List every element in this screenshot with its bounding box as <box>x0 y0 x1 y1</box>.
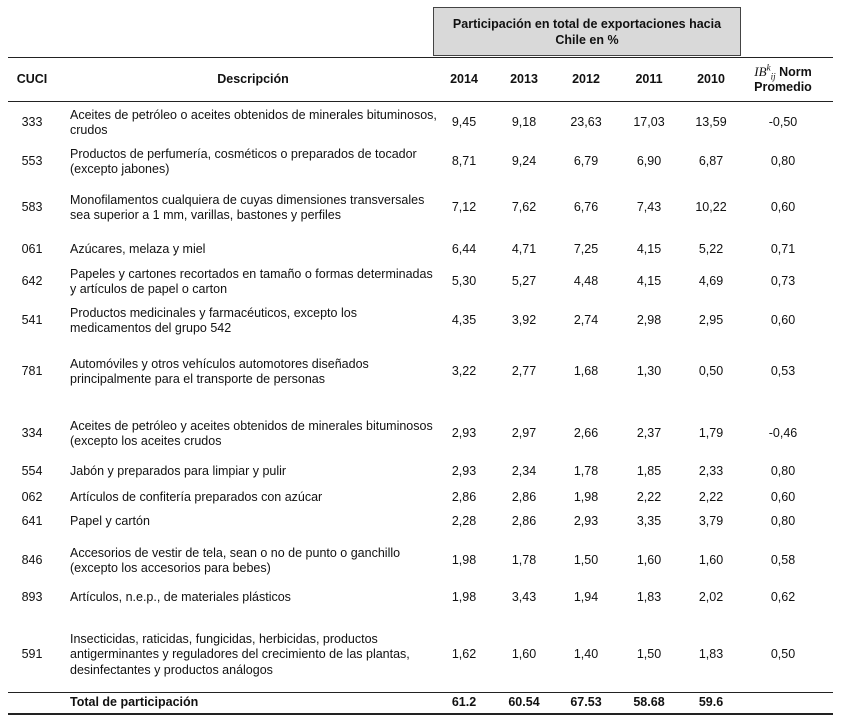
total-value-2013: 60.54 <box>508 695 540 710</box>
value-cell-2013: 2,77 <box>511 364 537 379</box>
table-row <box>8 145 833 179</box>
ib-norm-cell: -0,50 <box>768 115 798 130</box>
value-cell-2011: 1,50 <box>636 647 662 662</box>
ib-norm-cell: 0,62 <box>770 590 796 605</box>
value-cell-2014: 9,45 <box>451 115 477 130</box>
total-label: Total de participación <box>70 695 199 710</box>
value-cell-2010: 13,59 <box>695 115 727 130</box>
description-cell: Aceites de petróleo o aceites obtenidos de minerales bituminosos, crudos <box>70 107 437 137</box>
value-cell-2011: 4,15 <box>636 274 662 289</box>
cuci-cell: 642 <box>21 274 43 289</box>
column-header-row <box>8 58 833 100</box>
description-cell: Papeles y cartones recortados en tamaño o formas determinadas y artículos de papel o carton <box>70 266 433 296</box>
table-row <box>8 184 833 232</box>
cuci-cell: 333 <box>21 115 43 130</box>
value-cell-2014: 5,30 <box>451 274 477 289</box>
value-cell-2014: 1,98 <box>451 553 477 568</box>
ib-symbol: $IB^k_{ij}$ <box>754 62 776 82</box>
value-cell-2013: 2,86 <box>511 514 537 529</box>
value-cell-2012: 7,25 <box>573 242 599 257</box>
total-value-2011: 58.68 <box>633 695 665 710</box>
value-cell-2012: 4,48 <box>573 274 599 289</box>
value-cell-2010: 3,79 <box>698 514 724 529</box>
value-cell-2010: 6,87 <box>698 154 724 169</box>
value-cell-2012: 6,76 <box>573 200 599 215</box>
ib-norm-cell: 0,80 <box>770 464 796 479</box>
ib-norm-cell: 0,71 <box>770 242 796 257</box>
value-cell-2013: 2,97 <box>511 426 537 441</box>
table-row <box>8 486 833 510</box>
value-cell-2014: 3,22 <box>451 364 477 379</box>
value-cell-2014: 4,35 <box>451 313 477 328</box>
total-value-2012: 67.53 <box>570 695 602 710</box>
value-cell-2010: 1,79 <box>698 426 724 441</box>
value-cell-2011: 1,30 <box>636 364 662 379</box>
value-cell-2013: 1,60 <box>511 647 537 662</box>
column-header-year-2012: 2012 <box>572 72 600 86</box>
value-cell-2013: 3,92 <box>511 313 537 328</box>
value-cell-2011: 1,60 <box>636 553 662 568</box>
header-bottom-rule <box>8 101 833 102</box>
value-cell-2014: 2,86 <box>451 490 477 505</box>
value-cell-2011: 1,85 <box>636 464 662 479</box>
value-cell-2011: 17,03 <box>633 115 665 130</box>
value-cell-2011: 1,83 <box>636 590 662 605</box>
value-cell-2012: 1,68 <box>573 364 599 379</box>
value-cell-2014: 2,93 <box>451 426 477 441</box>
table-row <box>8 510 833 534</box>
cuci-cell: 583 <box>21 200 43 215</box>
description-cell: Productos medicinales y farmacéuticos, excepto los medicamentos del grupo 542 <box>70 305 357 335</box>
cuci-cell: 781 <box>21 364 43 379</box>
column-header-year-2014: 2014 <box>450 72 478 86</box>
ib-norm-cell: 0,80 <box>770 514 796 529</box>
table-row <box>8 351 833 393</box>
cuci-cell: 061 <box>21 242 43 257</box>
cuci-cell: 553 <box>21 154 43 169</box>
description-cell: Automóviles y otros vehículos automotores diseñados principalmente para el transporte de personas <box>70 356 369 386</box>
value-cell-2010: 1,83 <box>698 647 724 662</box>
table-row <box>8 104 833 142</box>
cuci-cell: 641 <box>21 514 43 529</box>
ib-norm-cell: 0,60 <box>770 200 796 215</box>
value-cell-2011: 4,15 <box>636 242 662 257</box>
cuci-cell: 893 <box>21 590 43 605</box>
description-cell: Azúcares, melaza y miel <box>70 242 206 257</box>
table-row <box>8 624 833 686</box>
value-cell-2014: 6,44 <box>451 242 477 257</box>
value-cell-2013: 2,86 <box>511 490 537 505</box>
value-cell-2011: 2,98 <box>636 313 662 328</box>
total-value-2014: 61.2 <box>451 695 477 710</box>
value-cell-2010: 2,02 <box>698 590 724 605</box>
value-cell-2010: 5,22 <box>698 242 724 257</box>
cuci-cell: 846 <box>21 553 43 568</box>
description-cell: Papel y cartón <box>70 514 150 529</box>
value-cell-2014: 8,71 <box>451 154 477 169</box>
description-cell: Aceites de petróleo y aceites obtenidos de minerales bituminosos (excepto los aceites crudos <box>70 418 433 448</box>
description-cell: Insecticidas, raticidas, fungicidas, herbicidas, productos antigerminantes y reguladores del crecimiento de las plantas, desinfectantes y productos análogos <box>70 631 410 677</box>
value-cell-2013: 5,27 <box>511 274 537 289</box>
column-header-cuci: CUCI <box>16 72 48 86</box>
total-value-2010: 59.6 <box>698 695 724 710</box>
ib-norm-cell: -0,46 <box>768 426 798 441</box>
ib-norm-cell: 0,80 <box>770 154 796 169</box>
value-cell-2012: 1,78 <box>573 464 599 479</box>
value-cell-2013: 9,18 <box>511 115 537 130</box>
ib-norm-label: Norm <box>779 64 812 79</box>
description-cell: Monofilamentos cualquiera de cuyas dimensiones transversales sea superior a 1 mm, varillas, bastones y perfiles <box>70 192 425 222</box>
value-cell-2011: 3,35 <box>636 514 662 529</box>
value-cell-2011: 2,37 <box>636 426 662 441</box>
value-cell-2010: 2,33 <box>698 464 724 479</box>
column-header-ib-norm <box>738 58 828 100</box>
value-cell-2012: 2,93 <box>573 514 599 529</box>
value-cell-2012: 6,79 <box>573 154 599 169</box>
value-cell-2014: 7,12 <box>451 200 477 215</box>
group-header <box>433 7 741 56</box>
description-cell: Jabón y preparados para limpiar y pulir <box>70 464 287 479</box>
value-cell-2014: 1,98 <box>451 590 477 605</box>
value-cell-2014: 2,28 <box>451 514 477 529</box>
ib-norm-cell: 0,60 <box>770 490 796 505</box>
value-cell-2012: 2,74 <box>573 313 599 328</box>
value-cell-2010: 10,22 <box>695 200 727 215</box>
value-cell-2013: 7,62 <box>511 200 537 215</box>
column-header-year-2010: 2010 <box>697 72 725 86</box>
table-bottom-rule <box>8 713 833 715</box>
value-cell-2013: 1,78 <box>511 553 537 568</box>
ib-norm-cell: 0,60 <box>770 313 796 328</box>
value-cell-2011: 2,22 <box>636 490 662 505</box>
value-cell-2013: 9,24 <box>511 154 537 169</box>
value-cell-2012: 1,98 <box>573 490 599 505</box>
value-cell-2012: 1,94 <box>573 590 599 605</box>
value-cell-2012: 23,63 <box>570 115 602 130</box>
table-row <box>8 586 833 610</box>
value-cell-2013: 3,43 <box>511 590 537 605</box>
value-cell-2011: 6,90 <box>636 154 662 169</box>
value-cell-2012: 1,40 <box>573 647 599 662</box>
cuci-cell: 591 <box>21 647 43 662</box>
table-row <box>8 238 833 262</box>
value-cell-2012: 1,50 <box>573 553 599 568</box>
ib-norm-cell: 0,50 <box>770 647 796 662</box>
table-row <box>8 460 833 484</box>
value-cell-2013: 2,34 <box>511 464 537 479</box>
value-cell-2013: 4,71 <box>511 242 537 257</box>
column-header-year-2011: 2011 <box>635 72 663 86</box>
cuci-cell: 062 <box>21 490 43 505</box>
description-cell: Productos de perfumería, cosméticos o preparados de tocador (excepto jabones) <box>70 146 417 176</box>
cuci-cell: 541 <box>21 313 43 328</box>
table-row <box>8 263 833 301</box>
value-cell-2010: 1,60 <box>698 553 724 568</box>
cuci-cell: 554 <box>21 464 43 479</box>
total-row <box>8 693 833 713</box>
description-cell: Artículos, n.e.p., de materiales plásticos <box>70 590 291 605</box>
table-row <box>8 540 833 582</box>
table-row <box>8 413 833 455</box>
group-header-label: Participación en total de exportaciones hacia Chile en % <box>452 16 722 47</box>
value-cell-2010: 2,95 <box>698 313 724 328</box>
value-cell-2010: 0,50 <box>698 364 724 379</box>
description-cell: Accesorios de vestir de tela, sean o no de punto o ganchillo (excepto los accesorios para bebes) <box>70 545 401 575</box>
value-cell-2014: 2,93 <box>451 464 477 479</box>
cuci-cell: 334 <box>21 426 43 441</box>
value-cell-2010: 4,69 <box>698 274 724 289</box>
column-header-descripcion: Descripción <box>217 72 289 86</box>
table-row <box>8 302 833 340</box>
ib-norm-cell: 0,58 <box>770 553 796 568</box>
value-cell-2012: 2,66 <box>573 426 599 441</box>
ib-norm-cell: 0,53 <box>770 364 796 379</box>
ib-norm-cell: 0,73 <box>770 274 796 289</box>
column-header-year-2013: 2013 <box>510 72 538 86</box>
description-cell: Artículos de confitería preparados con azúcar <box>70 490 323 505</box>
ib-promedio-label: Promedio <box>754 79 812 94</box>
value-cell-2014: 1,62 <box>451 647 477 662</box>
value-cell-2011: 7,43 <box>636 200 662 215</box>
value-cell-2010: 2,22 <box>698 490 724 505</box>
